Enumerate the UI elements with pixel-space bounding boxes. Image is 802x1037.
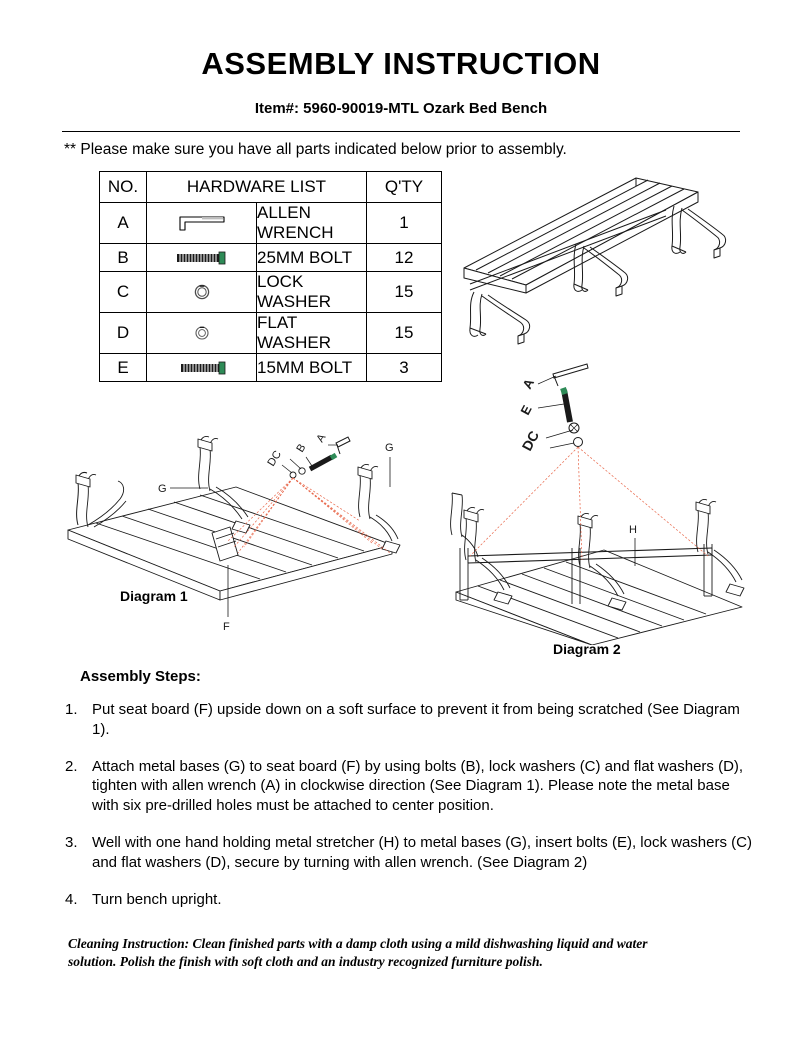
part-qty-d: 15 (367, 313, 442, 354)
assembly-steps-heading: Assembly Steps: (80, 668, 201, 685)
part-qty-e: 3 (367, 354, 442, 382)
callout-label-a: A (314, 432, 329, 445)
part-letter-b: B (100, 244, 147, 272)
callout-h (629, 524, 637, 566)
part-image-cell-d (147, 313, 257, 354)
diagram-1-illustration (60, 425, 480, 640)
diagram-1-caption: Diagram 1 (120, 588, 188, 604)
diagram-2-caption: Diagram 2 (553, 641, 621, 657)
page-title: ASSEMBLY INSTRUCTION (201, 46, 601, 81)
diagram-2-illustration (442, 360, 762, 645)
part-qty-b: 12 (367, 244, 442, 272)
bolt-icon (173, 249, 231, 267)
assembly-step-1 (62, 700, 752, 740)
column-header-no: NO. (100, 172, 147, 203)
assembly-guide-lines (470, 447, 708, 560)
callout-label-a: A (519, 376, 538, 392)
part-letter-c: C (100, 272, 147, 313)
part-description-e: 15MM BOLT (257, 354, 367, 382)
table-row (100, 354, 442, 382)
callout-label-g-left: G (158, 483, 167, 495)
step-number-1: 1. (65, 701, 78, 718)
flat-washer-callout-icon (290, 472, 296, 478)
assembly-step-4 (62, 890, 752, 910)
assembly-step-2 (62, 757, 752, 816)
callout-label-g-right: G (385, 442, 394, 454)
cleaning-instruction: Cleaning Instruction: Clean finished parts with a damp cloth using a mild dishwashing liquid and water solution. Polish the finish with soft cloth and an industry recognized furniture polish. (68, 936, 648, 970)
callout-g-right (385, 442, 394, 487)
allen-wrench-callout-icon (553, 364, 588, 386)
table-row (100, 203, 442, 244)
table-header-row (100, 172, 442, 203)
part-image-cell-b (147, 244, 257, 272)
hardware-list-table (99, 171, 442, 382)
step-text-2: Attach metal bases (G) to seat board (F) by using bolts (B), lock washers (C) and flat washers (D), tighten with allen wrench (A) in clockwise direction (See Diagram 1). Please note the metal base with six pre-drilled holes must be attached to center position. (92, 757, 744, 815)
bolt-callout-icon (310, 455, 336, 469)
flat-washer-icon (191, 323, 213, 343)
part-letter-e: E (100, 354, 147, 382)
part-qty-a: 1 (367, 203, 442, 244)
callout-g-left (158, 483, 208, 495)
table-row (100, 313, 442, 354)
part-letter-d: D (100, 313, 147, 354)
item-subtitle: Item#: 5960-90019-MTL Ozark Bed Bench (254, 100, 548, 117)
allen-wrench-icon (174, 213, 230, 233)
part-qty-c: 15 (367, 272, 442, 313)
header-divider (62, 131, 740, 132)
part-description-a: ALLEN WRENCH (257, 203, 367, 244)
parts-notice: ** Please make sure you have all parts indicated below prior to assembly. (64, 141, 567, 158)
column-header-qty: Q'TY (367, 172, 442, 203)
step-number-3: 3. (65, 833, 78, 851)
column-header-hardware-list: HARDWARE LIST (147, 172, 367, 203)
lock-washer-icon (191, 282, 213, 302)
table-row (100, 272, 442, 313)
callout-label-dc: DC (518, 428, 543, 454)
table-row (100, 244, 442, 272)
step-number-2: 2. (65, 757, 78, 775)
callout-label-h: H (629, 524, 637, 536)
bolt-callout-icon (563, 388, 570, 422)
step-text-3: Well with one hand holding metal stretcher (H) to metal bases (G), insert bolts (E), lock washers (C) and flat washers (D), secure by turning with allen wrench. (See Diagram 2) (92, 833, 752, 871)
part-image-cell-e (147, 354, 257, 382)
callout-label-f: F (223, 621, 230, 633)
part-letter-a: A (100, 203, 147, 244)
part-image-cell-c (147, 272, 257, 313)
lock-washer-callout-icon (299, 468, 305, 474)
callout-label-dc: DC (265, 448, 284, 469)
assembly-step-3 (62, 833, 752, 873)
hardware-callout-cluster-diagram2 (470, 364, 708, 560)
part-description-c: LOCK WASHER (257, 272, 367, 313)
step-number-4: 4. (65, 890, 78, 908)
step-text-4: Turn bench upright. (92, 890, 222, 908)
part-description-d: FLAT WASHER (257, 313, 367, 354)
part-image-cell-a (147, 203, 257, 244)
bolt-icon (173, 359, 231, 377)
callout-label-b: B (294, 442, 309, 455)
part-description-b: 25MM BOLT (257, 244, 367, 272)
callout-label-e: E (517, 402, 535, 418)
step-text-1: Put seat board (F) upside down on a soft surface to prevent it from being scratched (See Diagram 1). (92, 701, 740, 738)
assembly-steps-list (62, 700, 752, 926)
assembled-bench-illustration (452, 172, 738, 360)
allen-wrench-callout-icon (336, 437, 350, 454)
flat-washer-callout-icon (574, 438, 583, 447)
